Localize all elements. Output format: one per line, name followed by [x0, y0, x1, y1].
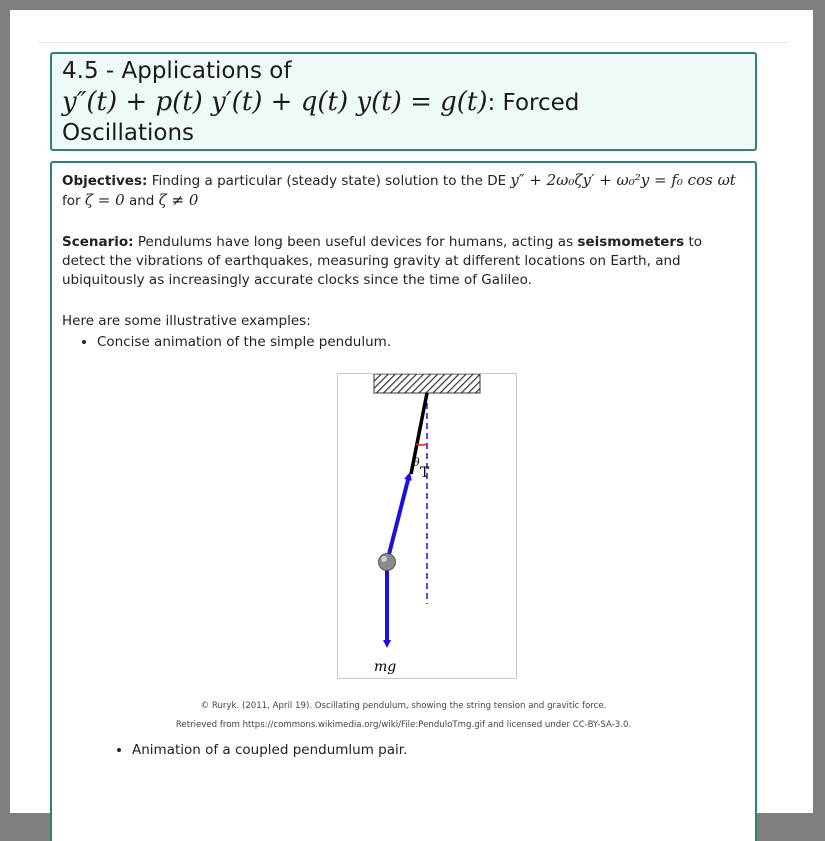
objectives-cond1: ζ = 0: [84, 191, 125, 209]
examples-list-2: [97, 741, 407, 760]
scenario-text-after: to detect the vibrations of earthquakes, measuring gravity at different locations on Earth, and ubiquitously as increasingly accurate clocks since the time of Galileo.: [62, 234, 702, 288]
angle-arc: [416, 444, 427, 445]
caption-line-2: Retrieved from https://commons.wikimedia.org/wiki/File:PenduloTmg.gif and licensed under CC-BY-SA-3.0.: [175, 720, 632, 730]
top-divider: [38, 42, 788, 43]
title-suffix: : Forced: [487, 90, 580, 116]
objectives-paragraph: [62, 171, 745, 211]
examples-list: [62, 333, 745, 352]
page-frame: [10, 10, 813, 813]
bob-highlight: [381, 556, 387, 562]
objectives-equation: y″ + 2ω₀ζy′ + ω₀²y = f₀ cos ωt: [510, 171, 736, 189]
scenario-bold-word: seismometers: [577, 234, 685, 250]
objectives-label: Objectives:: [62, 173, 148, 189]
title-equation: y″(t) + p(t) y′(t) + q(t) y(t) = g(t): [62, 87, 488, 117]
tension-label: T: [420, 465, 430, 481]
tension-vector: [387, 476, 409, 562]
ceiling-mount: [374, 374, 480, 393]
title-prefix: 4.5 - Applications of: [62, 58, 292, 84]
scenario-label: Scenario:: [62, 234, 134, 250]
objectives-and: and: [128, 193, 155, 209]
examples-intro: Here are some illustrative examples:: [62, 313, 311, 329]
content-box: [50, 161, 757, 841]
example-item-1: • Concise animation of the simple pendulum.: [97, 333, 745, 352]
pendulum-figure: [337, 373, 517, 679]
objectives-for: for: [62, 193, 81, 209]
scenario-text-before: Pendulums have long been useful devices for humans, acting as: [137, 234, 574, 250]
objectives-cond2: ζ ≠ 0: [158, 191, 199, 209]
objectives-text: Finding a particular (steady state) solution to the DE: [151, 173, 507, 189]
title-line3: Oscillations: [62, 120, 195, 146]
pendulum-bob: [379, 554, 396, 571]
caption-line-1: © Ruryk. (2011, April 19). Oscillating pendulum, showing the string tension and gravitic force.: [200, 701, 607, 711]
pendulum-svg: [338, 374, 516, 678]
example-item-2: • Animation of a coupled pendumlum pair.: [132, 741, 407, 760]
title-equation-line: [62, 85, 745, 120]
page-title: [50, 52, 757, 151]
theta-label: θ: [413, 456, 420, 469]
scenario-paragraph: [62, 233, 745, 290]
weight-label: mg: [374, 659, 397, 675]
